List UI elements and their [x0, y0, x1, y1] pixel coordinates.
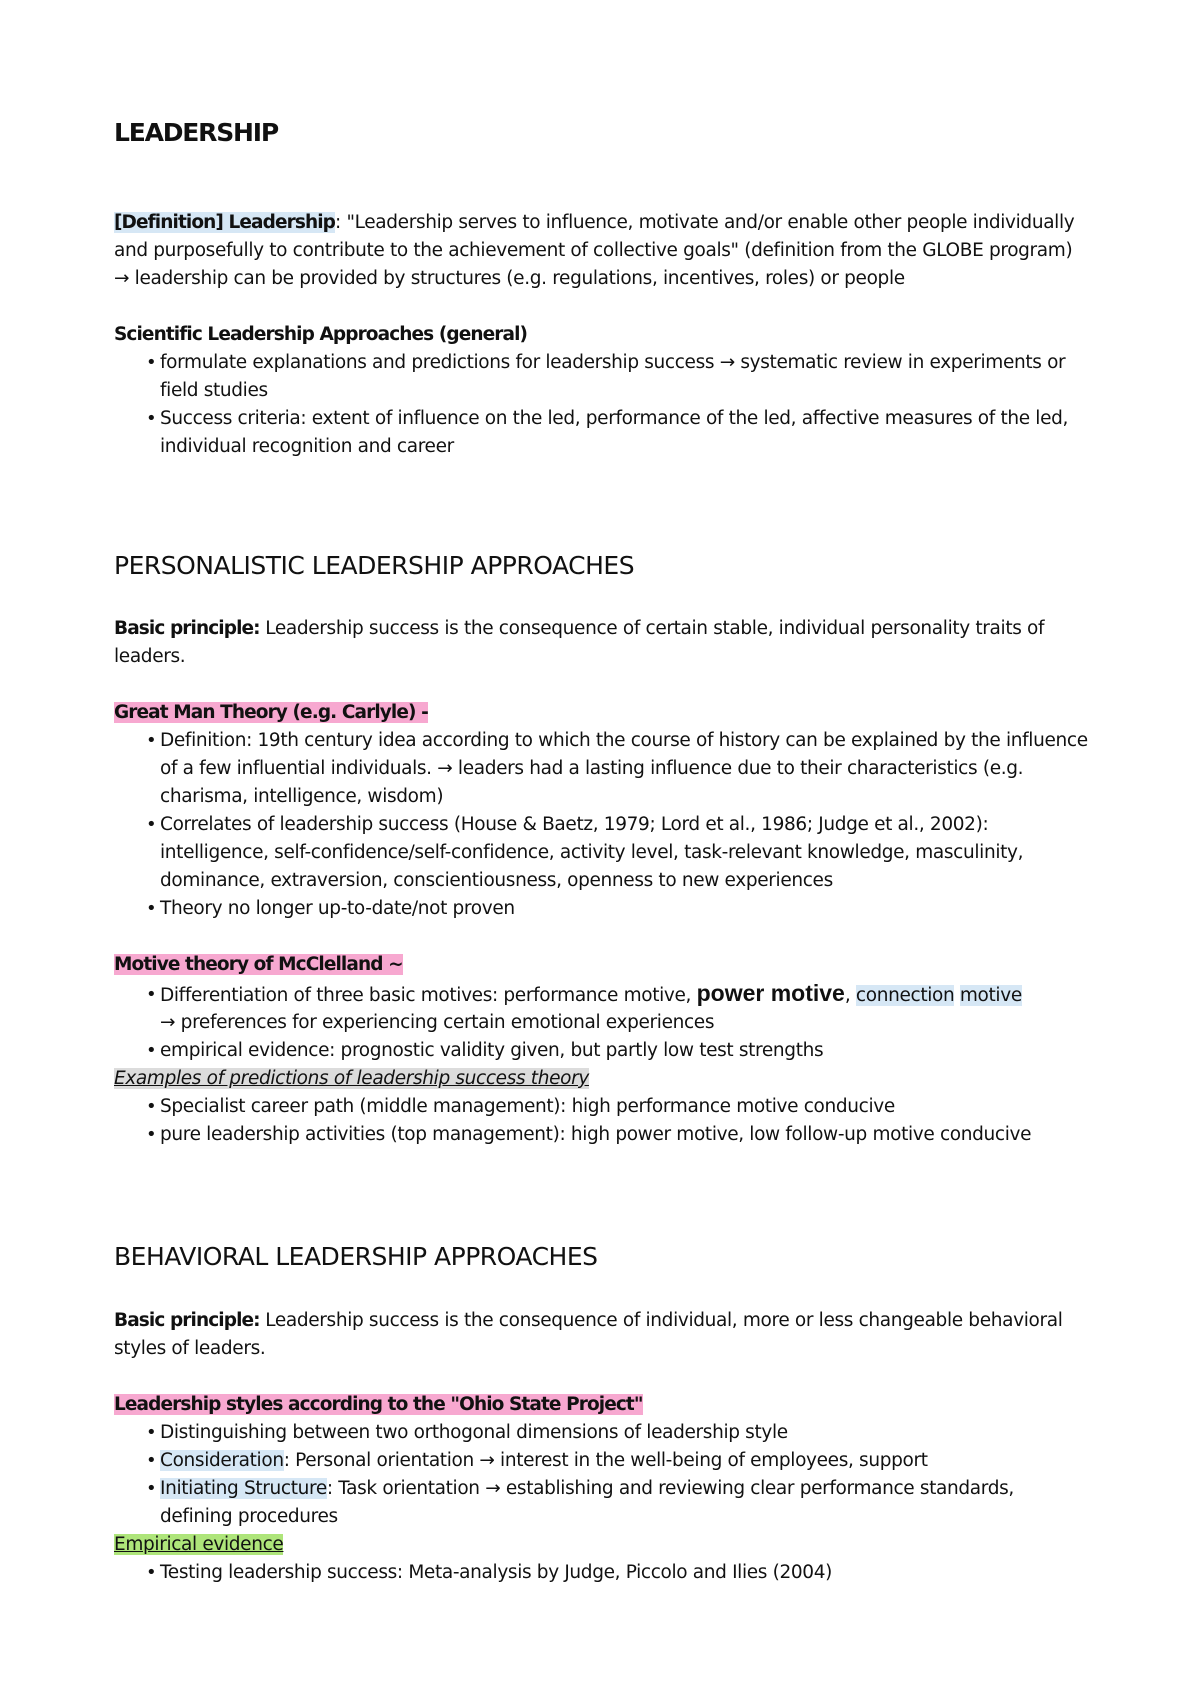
great-man-heading: Great Man Theory (e.g. Carlyle) -: [114, 702, 428, 723]
behavioral-basic-line-1: [114, 1309, 1062, 1333]
basic-principle-text: Leadership success is the consequence of certain stable, individual personality traits of: [259, 618, 1045, 639]
mcclelland-b2: empirical evidence: prognostic validity given, but partly low test strengths: [160, 1040, 824, 1061]
great-man-b2-line-2: intelligence, self-confidence/self-confidence, activity level, task-relevant knowledge, masculinity,: [160, 842, 1024, 863]
mcclelland-b1-comma: ,: [844, 985, 851, 1006]
examples-item-2: pure leadership activities (top management): high power motive, low follow-up motive conducive: [160, 1124, 1032, 1145]
ohio-heading-line: [114, 1393, 643, 1417]
initiating-structure-text: : Task orientation → establishing and reviewing clear performance standards,: [326, 1478, 1014, 1499]
bullet-icon: •: [146, 1422, 157, 1443]
definition-colon: :: [335, 212, 347, 233]
definition-label: [Definition] Leadership: [114, 212, 336, 233]
scientific-bullet-2-line-2: individual recognition and career: [160, 436, 454, 457]
scientific-bullet-2-line-1: Success criteria: extent of influence on the led, performance of the led, affective measures of the led,: [160, 408, 1069, 429]
bullet-icon: •: [146, 730, 157, 751]
great-man-b1-line-3: charisma, intelligence, wisdom): [160, 786, 444, 807]
great-man-b2-line-3: dominance, extraversion, conscientiousness, openness to new experiences: [160, 870, 833, 891]
definition-text-1: "Leadership serves to influence, motivate and/or enable other people individually: [346, 212, 1075, 233]
empirical-heading: Empirical evidence: [114, 1534, 284, 1555]
empirical-heading-line: [114, 1533, 283, 1557]
great-man-heading-line: [114, 701, 428, 725]
examples-item-1: Specialist career path (middle management): high performance motive conducive: [160, 1096, 895, 1117]
personalistic-basic-line-2: leaders.: [114, 646, 186, 667]
great-man-b1-line-2: of a few influential individuals. → leaders had a lasting influence due to their characteristics (e.g.: [160, 758, 1024, 779]
behavioral-basic-line-2: styles of leaders.: [114, 1338, 266, 1359]
personalistic-basic-line-1: [114, 617, 1044, 641]
document-title: LEADERSHIP: [114, 118, 278, 147]
ohio-b1: Distinguishing between two orthogonal dimensions of leadership style: [160, 1422, 788, 1443]
great-man-b1-line-1: Definition: 19th century idea according to which the course of history can be explained by the influence: [160, 730, 1088, 751]
examples-heading-line: [114, 1067, 589, 1091]
bullet-icon: •: [146, 984, 157, 1005]
ohio-b3-line-1: [160, 1477, 1014, 1501]
scientific-bullet-1-line-2: field studies: [160, 380, 268, 401]
personalistic-heading: PERSONALISTIC LEADERSHIP APPROACHES: [114, 551, 635, 580]
great-man-b2-line-1: Correlates of leadership success (House & Baetz, 1979; Lord et al., 1986; Judge et al., 2002):: [160, 814, 989, 835]
bullet-icon: •: [146, 1478, 157, 1499]
bullet-icon: •: [146, 898, 157, 919]
definition-line-1: [114, 211, 1074, 235]
bullet-icon: •: [146, 814, 157, 835]
empirical-b1: Testing leadership success: Meta-analysis by Judge, Piccolo and Ilies (2004): [160, 1562, 833, 1583]
ohio-heading: Leadership styles according to the "Ohio State Project": [114, 1394, 643, 1415]
bullet-icon: •: [146, 408, 157, 429]
basic-principle-label: Basic principle:: [114, 618, 260, 639]
bullet-icon: •: [146, 1096, 157, 1117]
bullet-icon: •: [146, 1562, 157, 1583]
definition-line-2: and purposefully to contribute to the achievement of collective goals" (definition from the GLOBE program): [114, 240, 1073, 261]
great-man-b3: Theory no longer up-to-date/not proven: [160, 898, 515, 919]
examples-heading: Examples of predictions of leadership success theory: [114, 1068, 589, 1089]
basic-principle-label: Basic principle:: [114, 1310, 260, 1331]
ohio-b3-line-2: defining procedures: [160, 1506, 338, 1527]
bullet-icon: •: [146, 1124, 157, 1145]
basic-principle-text: Leadership success is the consequence of individual, more or less changeable behavioral: [259, 1310, 1063, 1331]
power-motive-text: power motive: [696, 980, 845, 1006]
ohio-b2: [160, 1449, 928, 1473]
mcclelland-b1-line-2: → preferences for experiencing certain emotional experiences: [160, 1012, 715, 1033]
consideration-text: : Personal orientation → interest in the well-being of employees, support: [283, 1450, 928, 1471]
initiating-structure-label: Initiating Structure: [160, 1478, 327, 1499]
scientific-heading: Scientific Leadership Approaches (general): [114, 324, 528, 345]
bullet-icon: •: [146, 352, 157, 373]
consideration-label: Consideration: [160, 1450, 284, 1471]
bullet-icon: •: [146, 1450, 157, 1471]
mcclelland-heading-line: [114, 953, 403, 977]
behavioral-heading: BEHAVIORAL LEADERSHIP APPROACHES: [114, 1242, 598, 1271]
definition-line-3: → leadership can be provided by structures (e.g. regulations, incentives, roles) or people: [114, 268, 905, 289]
bullet-icon: •: [146, 1040, 157, 1061]
mcclelland-b1-line-1: [160, 981, 1022, 1008]
mcclelland-heading: Motive theory of McClelland ~: [114, 954, 403, 975]
motive-text: motive: [959, 985, 1022, 1006]
mcclelland-b1-text: Differentiation of three basic motives: performance motive,: [160, 985, 697, 1006]
connection-text: connection: [855, 985, 955, 1006]
scientific-bullet-1-line-1: formulate explanations and predictions for leadership success → systematic review in experiments or: [160, 352, 1066, 373]
